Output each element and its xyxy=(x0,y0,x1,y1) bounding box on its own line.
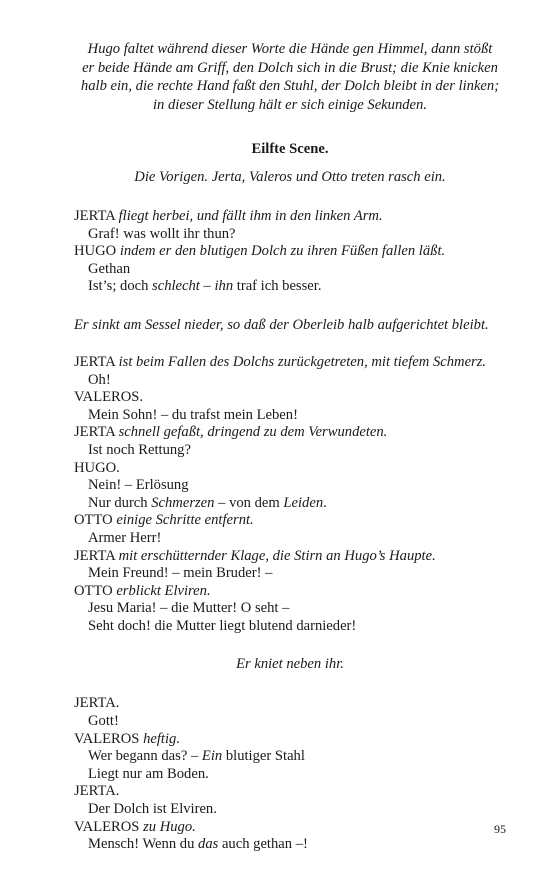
speaker-line xyxy=(74,819,506,837)
dialogue-block-1 xyxy=(74,208,506,296)
speaker-direction: schnell gefaßt, dringend zu dem Verwundeten. xyxy=(118,424,388,441)
page-content xyxy=(74,40,506,854)
mid-stage-direction: Er sinkt am Sessel nieder, so daß der Oberleib halb aufgerichtet bleibt. xyxy=(74,316,489,333)
dialogue-line: Mein Freund! – mein Bruder! – xyxy=(88,565,273,582)
dialogue-line: Seht doch! die Mutter liegt blutend darnieder! xyxy=(88,617,357,634)
speaker-direction: mit erschütternder Klage, die Stirn an Hugo’s Haupte. xyxy=(118,547,436,564)
speaker-name: HUGO. xyxy=(74,459,120,476)
speaker-line xyxy=(74,208,506,226)
dialogue-line: Gethan xyxy=(88,260,131,277)
stage-direction-line: in dieser Stellung hält er sich einige Sekunden. xyxy=(153,96,427,113)
dialogue-block-3 xyxy=(74,695,506,853)
dialogue-line: Liegt nur am Boden. xyxy=(88,765,209,782)
dialogue-line: Nein! – Erlösung xyxy=(88,477,189,494)
speaker-direction: indem er den blutigen Dolch zu ihren Füßen fallen läßt. xyxy=(119,243,446,260)
dialogue-block-2 xyxy=(74,354,506,636)
speaker-direction: heftig. xyxy=(143,730,180,747)
stage-direction-line: halb ein, die rechte Hand faßt den Stuhl, der Dolch bleibt in der linken; xyxy=(80,78,500,94)
speaker-line xyxy=(74,583,506,601)
speaker-direction: ist beim Fallen des Dolchs zurückgetreten, mit tiefem Schmerz. xyxy=(118,353,487,370)
speaker-line xyxy=(74,548,506,566)
speaker-direction: fliegt herbei, und fällt ihm in den linken Arm. xyxy=(118,208,383,224)
dialogue-line: Ist noch Rettung? xyxy=(88,441,191,458)
center-stage-direction: Er kniet neben ihr. xyxy=(236,656,344,673)
dialogue-line: Gott! xyxy=(88,713,119,730)
dialogue-line: Nur durch Schmerzen – von dem Leiden. xyxy=(88,494,327,511)
scene-heading: Eilfte Scene. xyxy=(251,141,329,157)
dialogue-line: Mein Sohn! – du trafst mein Leben! xyxy=(88,406,298,423)
dialogue-line: Der Dolch ist Elviren. xyxy=(88,801,217,818)
speaker-line xyxy=(74,243,506,261)
dialogue-line: Ist’s; doch schlecht – ihn traf ich besser. xyxy=(88,278,322,295)
speaker-name: VALEROS. xyxy=(74,389,144,406)
scene-intro: Die Vorigen. Jerta, Valeros und Otto treten rasch ein. xyxy=(134,169,446,185)
speaker-name: VALEROS xyxy=(74,818,140,835)
opening-stage-direction xyxy=(74,40,506,114)
speaker-direction: zu Hugo. xyxy=(143,818,196,835)
speaker-name: JERTA. xyxy=(74,695,120,712)
speaker-direction: einige Schritte entfernt. xyxy=(116,512,254,529)
stage-direction-line: er beide Hände am Griff, den Dolch sich in die Brust; die Knie knicken xyxy=(82,59,498,76)
dialogue-line: Armer Herr! xyxy=(88,529,162,546)
speaker-name: OTTO xyxy=(74,512,113,529)
dialogue-line: Mensch! Wenn du das auch gethan –! xyxy=(88,836,308,853)
speaker-line xyxy=(74,354,506,372)
speaker-name: OTTO xyxy=(74,582,113,599)
speaker-name: JERTA xyxy=(74,547,115,564)
dialogue-line: Oh! xyxy=(88,371,111,388)
speaker-name: JERTA. xyxy=(74,783,120,800)
dialogue-line: Graf! was wollt ihr thun? xyxy=(88,225,236,242)
speaker-line xyxy=(74,512,506,530)
speaker-name: JERTA xyxy=(74,208,115,224)
speaker-direction: erblickt Elviren. xyxy=(116,582,211,599)
speaker-name: HUGO xyxy=(74,243,117,260)
speaker-name: JERTA xyxy=(74,424,115,441)
speaker-name: VALEROS xyxy=(74,730,140,747)
stage-direction-line: Hugo faltet während dieser Worte die Hände gen Himmel, dann stößt xyxy=(87,41,493,57)
page-number: 95 xyxy=(494,822,506,836)
speaker-line xyxy=(74,424,506,442)
dialogue-line: Wer begann das? – Ein blutiger Stahl xyxy=(88,748,305,765)
speaker-line xyxy=(74,731,506,749)
dialogue-line: Jesu Maria! – die Mutter! O seht – xyxy=(88,600,290,617)
speaker-name: JERTA xyxy=(74,353,115,370)
